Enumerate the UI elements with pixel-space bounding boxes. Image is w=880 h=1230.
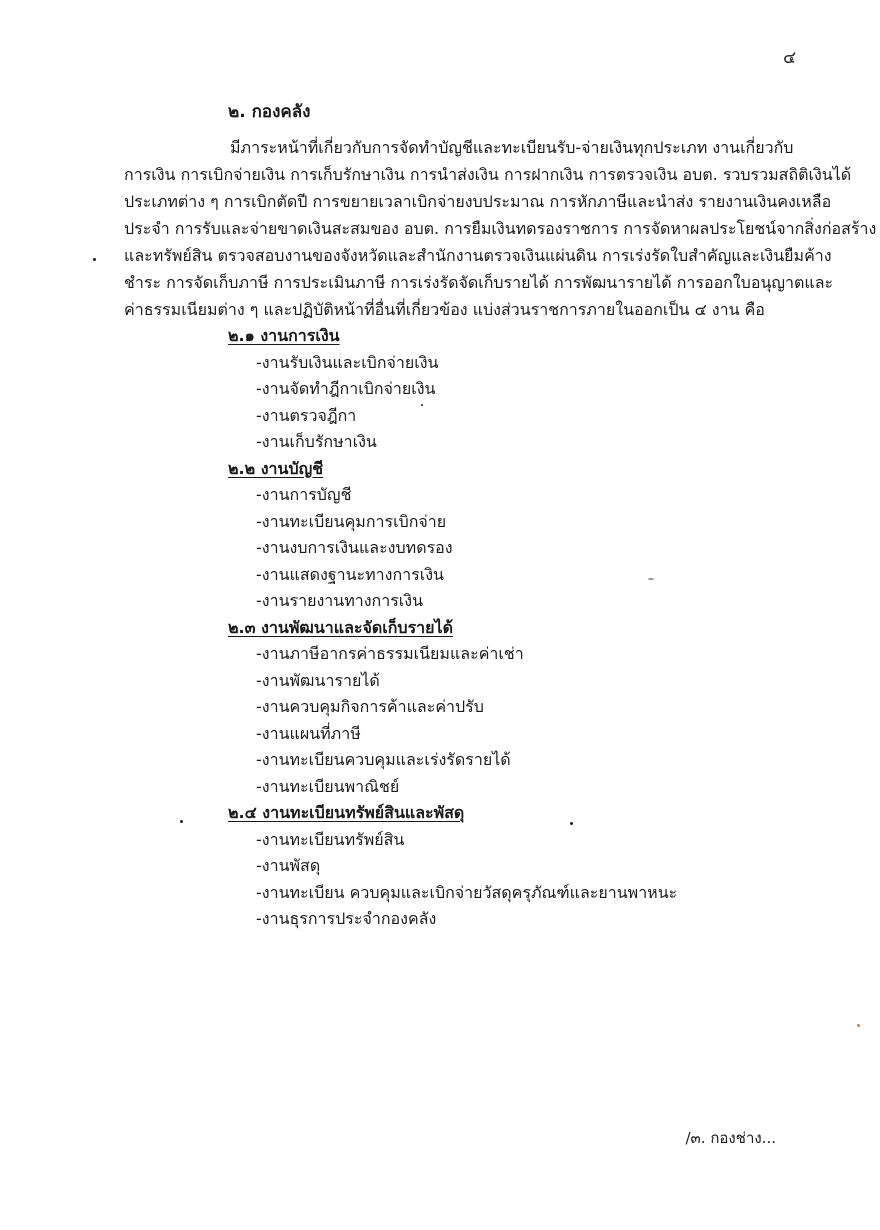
subsection-item: -งานจัดทำฎีกาเบิกจ่ายเงิน <box>256 379 436 398</box>
subsection-finance <box>228 323 677 456</box>
subsection-item: -งานทะเบียน ควบคุมและเบิกจ่ายวัสดุครุภัณฑ์และยานพาหนะ <box>256 882 678 902</box>
subsection-item: -งานรายงานทางการเงิน <box>256 591 424 610</box>
intro-line: ประจำ การรับและจ่ายขาดเงินสะสมของ อบต. การยืมเงินทดรองราชการ การจัดหาผลประโยชน์จากสิ่งก่อสร้าง <box>124 219 877 238</box>
subsection-heading: ๒.๔ งานทะเบียนทรัพย์สินและพัสดุ <box>228 803 465 822</box>
scan-speck <box>648 578 654 580</box>
scan-speck <box>180 820 183 823</box>
subsection-item: -งานงบการเงินและงบทดรอง <box>256 538 453 557</box>
intro-line: การเงิน การเบิกจ่ายเงิน การเก็บรักษาเงิน การนำส่งเงิน การฝากเงิน การตรวจเงิน อบต. รวบรวมสถิติเงินได้ <box>124 165 852 184</box>
intro-line: และทรัพย์สิน ตรวจสอบงานของจังหวัดและสำนักงานตรวจเงินแผ่นดิน การเร่งรัดใบสำคัญและเงินยืมค้าง <box>124 246 832 265</box>
subsection-item: -งานแสดงฐานะทางการเงิน <box>256 564 444 584</box>
subsection-item: -งานทะเบียนคุมการเบิกจ่าย <box>256 511 447 531</box>
subsection-item: -งานควบคุมกิจการค้าและค่าปรับ <box>256 697 484 716</box>
subsection-item: -งานทะเบียนทรัพย์สิน <box>256 829 405 849</box>
subsection-list <box>228 323 677 933</box>
subsection-item: -งานภาษีอากรค่าธรรมเนียมและค่าเช่า <box>256 644 524 663</box>
intro-paragraph <box>124 134 877 323</box>
scan-speck <box>857 1024 860 1027</box>
intro-line: ค่าธรรมเนียมต่าง ๆ และปฏิบัติหน้าที่อื่นที่เกี่ยวข้อง แบ่งส่วนราชการภายในออกเป็น ๔ งาน คือ <box>124 300 765 319</box>
subsection-item: -งานทะเบียนพาณิชย์ <box>256 776 400 796</box>
scan-speck <box>421 404 423 406</box>
subsection-item: -งานพัสดุ <box>256 856 321 875</box>
section-heading: ๒. กองคลัง <box>228 102 311 122</box>
intro-line: ประเภทต่าง ๆ การเบิกตัดปี การขยายเวลาเบิกจ่ายงบประมาณ การหักภาษีและนำส่ง รายงานเงินคงเหลือ <box>124 192 832 211</box>
subsection-heading: ๒.๓ งานพัฒนาและจัดเก็บรายได้ <box>228 617 453 637</box>
subsection-item: -งานตรวจฎีกา <box>256 405 357 425</box>
subsection-accounting <box>228 456 677 615</box>
subsection-item: -งานทะเบียนควบคุมและเร่งรัดรายได้ <box>256 750 511 769</box>
subsection-item: -งานรับเงินและเบิกจ่ายเงิน <box>256 352 439 372</box>
subsection-assets <box>228 800 677 933</box>
subsection-item: -งานเก็บรักษาเงิน <box>256 432 377 451</box>
scan-speck <box>570 822 573 825</box>
intro-line: ชำระ การจัดเก็บภาษี การประเมินภาษี การเร่งรัดจัดเก็บรายได้ การพัฒนารายได้ การออกใบอนุญาตและ <box>124 273 834 292</box>
subsection-item: -งานธุรการประจำกองคลัง <box>256 909 437 928</box>
subsection-heading: ๒.๒ งานบัญชี <box>228 458 324 478</box>
continuation-note: /๓. กองช่าง... <box>685 1129 776 1147</box>
subsection-revenue <box>228 615 677 801</box>
subsection-heading: ๒.๑ งานการเงิน <box>228 326 340 345</box>
subsection-item: -งานพัฒนารายได้ <box>256 670 380 690</box>
scan-speck <box>93 258 96 261</box>
subsection-item: -งานการบัญชี <box>256 485 352 504</box>
subsection-item: -งานแผนที่ภาษี <box>256 723 361 743</box>
page-number: ๔ <box>783 48 796 68</box>
intro-line: มีภาระหน้าที่เกี่ยวกับการจัดทำบัญชีและทะเบียนรับ-จ่ายเงินทุกประเภท งานเกี่ยวกับ <box>230 138 794 157</box>
